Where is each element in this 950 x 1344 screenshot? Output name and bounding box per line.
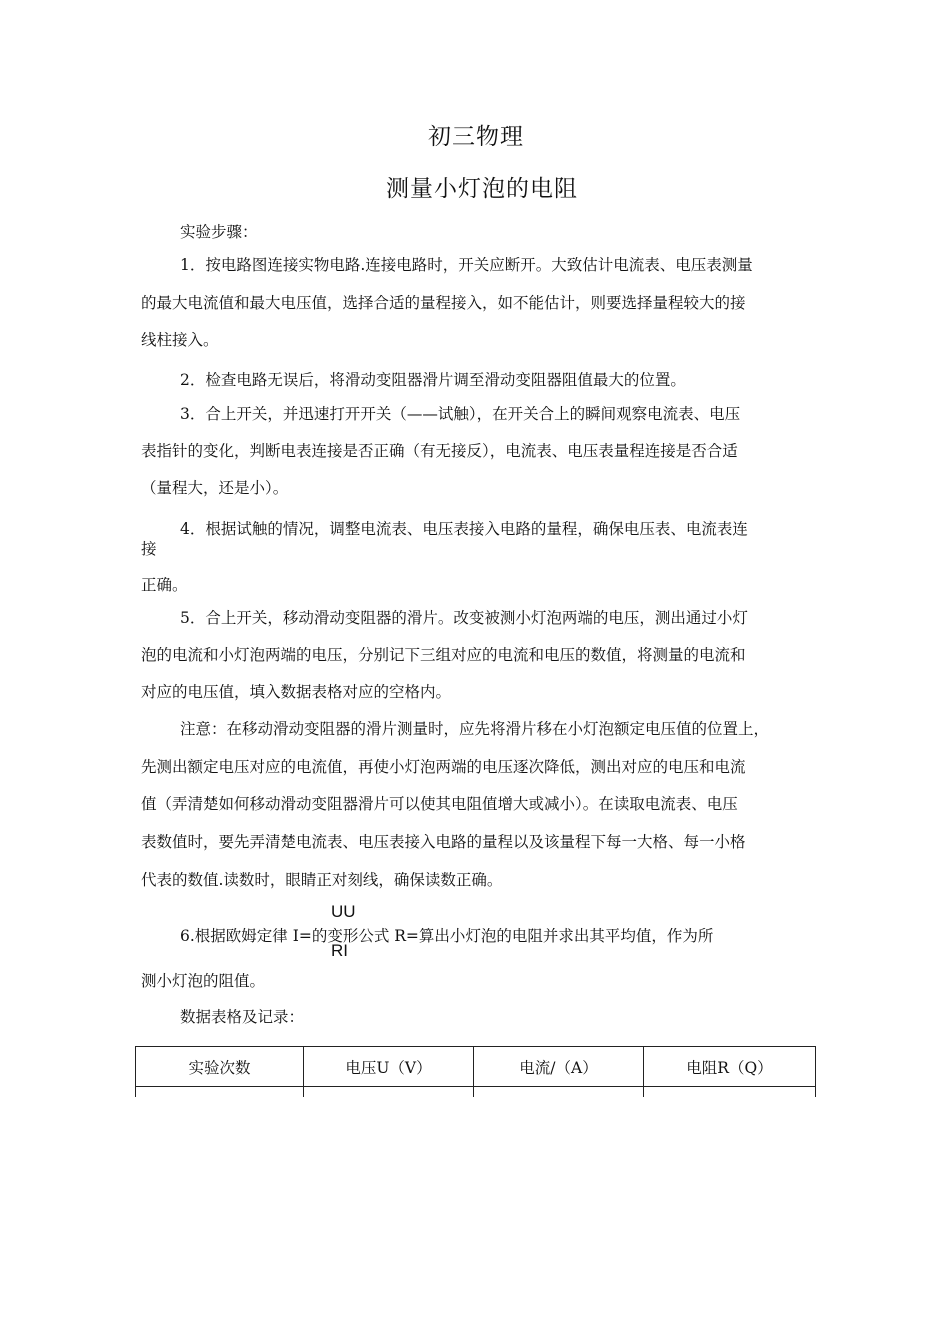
- header-voltage: 电压U（V）: [304, 1047, 474, 1087]
- table-cell: [474, 1087, 644, 1098]
- step3-line1: 3．合上开关，并迅速打开开关（——试触），在开关合上的瞬间观察电流表、电压: [180, 405, 741, 423]
- step5-line2: 泡的电流和小灯泡两端的电压，分别记下三组对应的电流和电压的数值，将测量的电流和: [141, 646, 746, 664]
- table-row: [136, 1087, 816, 1098]
- step4-line2: 接: [141, 540, 157, 558]
- table-cell: [644, 1087, 816, 1098]
- note-line4: 表数值时，要先弄清楚电流表、电压表接入电路的量程以及该量程下每一大格、每一小格: [141, 833, 746, 851]
- step3-line3: （量程大，还是小）。: [141, 479, 289, 497]
- table-cell: [304, 1087, 474, 1098]
- table-header-row: [136, 1047, 816, 1087]
- step4-line3: 正确。: [141, 576, 188, 594]
- step6-line2: 测小灯泡的阻值。: [141, 972, 266, 990]
- header-current: 电流/（A）: [474, 1047, 644, 1087]
- note-line5: 代表的数值.读数时，眼睛正对刻线，确保读数正确。: [141, 871, 503, 889]
- note-line1: 注意：在移动滑动变阻器的滑片测量时，应先将滑片移在小灯泡额定电压值的位置上，: [180, 720, 770, 738]
- step6-line1: 6.根据欧姆定律 I=的变形公式 R=算出小灯泡的电阻并求出其平均值，作为所: [180, 927, 714, 945]
- step1-line3: 线柱接入。: [141, 331, 219, 349]
- note-line2: 先测出额定电压对应的电流值，再使小灯泡两端的电压逐次降低，测出对应的电压和电流: [141, 758, 746, 776]
- step5-line1: 5．合上开关，移动滑动变阻器的滑片。改变被测小灯泡两端的电压，测出通过小灯: [180, 609, 748, 627]
- table-heading: 数据表格及记录：: [180, 1008, 305, 1026]
- formula-denominators: RI: [331, 941, 348, 960]
- step2-line1: 2．检查电路无误后，将滑动变阻器滑片调至滑动变阻器阻值最大的位置。: [180, 371, 686, 389]
- step5-line3: 对应的电压值，填入数据表格对应的空格内。: [141, 683, 452, 701]
- doc-subtitle: 测量小灯泡的电阻: [386, 176, 578, 202]
- table-cell: [136, 1087, 304, 1098]
- note-line3: 值（弄清楚如何移动滑动变阻器滑片可以使其电阻值增大或减小）。在读取电流表、电压: [141, 795, 738, 813]
- data-table: [135, 1046, 816, 1097]
- step3-line2: 表指针的变化，判断电表连接是否正确（有无接反），电流表、电压表量程连接是否合适: [141, 442, 738, 460]
- formula-numerators: UU: [331, 902, 356, 921]
- steps-heading: 实验步骤：: [180, 223, 258, 241]
- header-resistance: 电阻R（Q）: [644, 1047, 816, 1087]
- step4-line1: 4．根据试触的情况，调整电流表、电压表接入电路的量程，确保电压表、电流表连: [180, 520, 748, 538]
- header-trial-count: 实验次数: [136, 1047, 304, 1087]
- step1-line2: 的最大电流值和最大电压值，选择合适的量程接入，如不能估计，则要选择量程较大的接: [141, 294, 746, 312]
- doc-title: 初三物理: [428, 124, 524, 150]
- step1-line1: 1．按电路图连接实物电路.连接电路时，开关应断开。大致估计电流表、电压表测量: [180, 256, 753, 274]
